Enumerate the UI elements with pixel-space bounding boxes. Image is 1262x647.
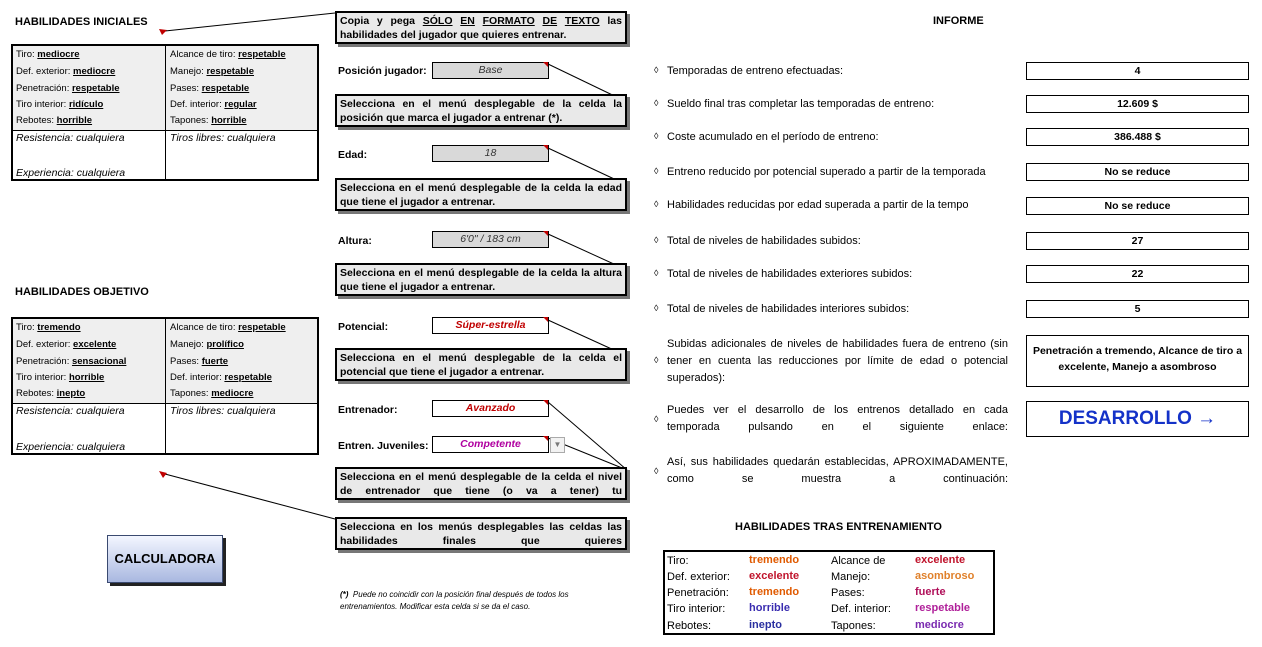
initial-resistencia: Resistencia: cualquiera [16, 132, 125, 144]
objective-right-2[interactable]: Pases: fuerte [170, 356, 229, 367]
chevron-down-icon: ▼ [553, 440, 562, 449]
objective-skills-box[interactable] [11, 317, 319, 455]
youth-coach-select[interactable]: Competente [432, 436, 549, 453]
report-title: INFORME [933, 15, 984, 27]
position-label: Posición jugador: [338, 65, 427, 77]
bullet-icon: ◊ [654, 414, 659, 424]
initial-tiros-libres: Tiros libres: cualquiera [170, 132, 276, 144]
bullet-icon: ◊ [654, 166, 659, 176]
initial-right-4: Tapones: horrible [170, 115, 247, 126]
bullet-icon: ◊ [654, 131, 659, 141]
report-value-extra: Penetración a tremendo, Alcance de tiro a excelente, Manejo a asombroso [1026, 335, 1249, 387]
potential-comment-marker [543, 317, 548, 322]
report-label-result: Así, sus habilidades quedarán establecidas, APROXIMADAMENTE, como se muestra a continuación: [667, 456, 1008, 485]
initial-skills-title: HABILIDADES INICIALES [15, 16, 148, 28]
bullet-icon: ◊ [654, 303, 659, 313]
height-label: Altura: [338, 235, 372, 247]
after-left-value-2: tremendo [749, 586, 800, 598]
bullet-icon: ◊ [654, 466, 659, 476]
initial-right-1: Manejo: respetable [170, 66, 254, 77]
age-label: Edad: [338, 149, 368, 161]
objective-experiencia: Experiencia: cualquiera [16, 441, 126, 453]
report-value-age-reduction: No se reduce [1026, 197, 1249, 215]
initial-left-3: Tiro interior: ridículo [16, 99, 104, 110]
footnote [340, 589, 620, 613]
after-right-value-1: asombroso [915, 570, 975, 582]
age-comment-marker [543, 145, 548, 150]
after-right-label-0: Alcance de [831, 555, 886, 567]
potential-label: Potencial: [338, 321, 389, 333]
potential-select[interactable]: Súper-estrella [432, 317, 549, 334]
after-left-label-1: Def. exterior: [667, 571, 730, 583]
report-label-extra: Subidas adicionales de niveles de habilidades fuera de entreno (sin tener en cuenta las reducciones por límite de edad o potencial superados): [667, 338, 1008, 384]
position-comment-marker [543, 62, 548, 67]
initial-right-2: Pases: respetable [170, 83, 250, 94]
copy-instruction-note: Copia y pega SÓLO EN FORMATO DE TEXTO las habilidades del jugador que quieres entrenar. [335, 11, 627, 44]
report-label-cost: Coste acumulado en el período de entreno: [667, 131, 879, 143]
after-left-label-2: Penetración: [667, 587, 729, 599]
bullet-icon: ◊ [654, 65, 659, 75]
report-label-develop: Puedes ver el desarrollo de los entrenos detallado en cada temporada pulsando en el siguiente enlace: [667, 404, 1008, 433]
objective-tiros-libres: Tiros libres: cualquiera [170, 405, 276, 417]
age-instruction-note: Selecciona en el menú desplegable de la celda la edad que tiene el jugador a entrenar. [335, 178, 627, 211]
initial-left-1: Def. exterior: mediocre [16, 66, 116, 77]
final-instruction-note: Selecciona en los menús desplegables las celdas las habilidades finales que quieres [335, 517, 627, 550]
report-label-interior-levels: Total de niveles de habilidades interiores subidos: [667, 303, 910, 315]
objective-left-2[interactable]: Penetración: sensacional [16, 356, 127, 367]
after-left-label-4: Rebotes: [667, 620, 712, 632]
after-skills-title: HABILIDADES TRAS ENTRENAMIENTO [735, 521, 942, 533]
report-value-total-levels: 27 [1026, 232, 1249, 250]
objective-right-0[interactable]: Alcance de tiro: respetable [170, 322, 286, 333]
calculator-label: CALCULADORA [114, 551, 216, 566]
bullet-icon: ◊ [654, 199, 659, 209]
after-right-label-1: Manejo: [831, 571, 871, 583]
bullet-icon: ◊ [654, 235, 659, 245]
height-instruction-note: Selecciona en el menú desplegable de la celda la altura que tiene el jugador a entrenar. [335, 263, 627, 296]
coach-label: Entrenador: [338, 404, 398, 416]
report-label-total-levels: Total de niveles de habilidades subidos: [667, 235, 861, 247]
after-left-value-3: horrible [749, 602, 790, 614]
objective-resistencia: Resistencia: cualquiera [16, 405, 125, 417]
develop-link[interactable]: DESARROLLO → [1026, 401, 1249, 437]
report-label-age-reduction: Habilidades reducidas por edad superada a partir de la tempo [667, 199, 969, 211]
after-left-label-3: Tiro interior: [667, 603, 726, 615]
initial-experiencia: Experiencia: cualquiera [16, 167, 126, 179]
initial-divider [165, 46, 166, 179]
potential-instruction-note: Selecciona en el menú desplegable de la celda el potencial que tiene el jugador a entrenar. [335, 348, 627, 381]
after-right-value-2: fuerte [915, 586, 946, 598]
report-value-cost: 386.488 $ [1026, 128, 1249, 146]
objective-right-4[interactable]: Tapones: mediocre [170, 388, 254, 399]
after-left-value-4: inepto [749, 619, 782, 631]
objective-left-0[interactable]: Tiro: tremendo [16, 322, 81, 333]
footnote-marker: (*) [340, 590, 349, 599]
after-right-label-3: Def. interior: [831, 603, 891, 615]
initial-right-0: Alcance de tiro: respetable [170, 49, 286, 60]
objective-skills-title: HABILIDADES OBJETIVO [15, 286, 149, 298]
coach-instruction-note: Selecciona en el menú desplegable de la celda el nivel de entrenador que tiene (o va a tener) tu [335, 467, 627, 500]
report-label-seasons: Temporadas de entreno efectuadas: [667, 65, 844, 77]
report-value-potential-reduction: No se reduce [1026, 163, 1249, 181]
objective-left-1[interactable]: Def. exterior: excelente [16, 339, 117, 350]
footnote-text: Puede no coincidir con la posición final después de todos los entrenamientos. Modificar esta celda si se da el caso. [340, 590, 569, 611]
objective-left-3[interactable]: Tiro interior: horrible [16, 372, 105, 383]
youth-dropdown-button[interactable] [550, 437, 565, 453]
report-value-exterior-levels: 22 [1026, 265, 1249, 283]
after-right-value-3: respetable [915, 602, 971, 614]
after-right-value-4: mediocre [915, 619, 964, 631]
bullet-icon: ◊ [654, 355, 659, 365]
coach-comment-marker [543, 400, 548, 405]
objective-divider [165, 319, 166, 453]
initial-right-3: Def. interior: regular [170, 99, 257, 110]
report-label-salary: Sueldo final tras completar las temporadas de entreno: [667, 98, 935, 110]
height-comment-marker [543, 231, 548, 236]
youth-coach-label: Entren. Juveniles: [338, 440, 429, 452]
after-left-label-0: Tiro: [667, 555, 689, 567]
objective-right-1[interactable]: Manejo: prolífico [170, 339, 244, 350]
after-right-label-4: Tapones: [831, 620, 876, 632]
after-skills-box [663, 550, 995, 635]
report-label-potential-reduction: Entreno reducido por potencial superado a partir de la temporada [667, 166, 986, 178]
initial-left-4: Rebotes: horrible [16, 115, 93, 126]
youth-comment-marker [543, 436, 548, 441]
report-value-interior-levels: 5 [1026, 300, 1249, 318]
initial-skills-box[interactable] [11, 44, 319, 181]
after-right-label-2: Pases: [831, 587, 865, 599]
calculator-button[interactable] [107, 535, 223, 583]
after-left-value-0: tremendo [749, 554, 800, 566]
bullet-icon: ◊ [654, 268, 659, 278]
height-select[interactable]: 6'0" / 183 cm [432, 231, 549, 248]
report-value-seasons: 4 [1026, 62, 1249, 80]
objective-right-3[interactable]: Def. interior: respetable [170, 372, 272, 383]
position-instruction-note: Selecciona en el menú desplegable de la celda la posición que marca el jugador a entrenar (*). [335, 94, 627, 127]
after-right-value-0: excelente [915, 554, 966, 566]
after-left-value-1: excelente [749, 570, 800, 582]
age-select[interactable]: 18 [432, 145, 549, 162]
initial-left-2: Penetración: respetable [16, 83, 120, 94]
coach-select[interactable]: Avanzado [432, 400, 549, 417]
objective-left-4[interactable]: Rebotes: inepto [16, 388, 86, 399]
position-select[interactable]: Base [432, 62, 549, 79]
bullet-icon: ◊ [654, 98, 659, 108]
report-value-salary: 12.609 $ [1026, 95, 1249, 113]
initial-left-0: Tiro: mediocre [16, 49, 80, 60]
report-label-exterior-levels: Total de niveles de habilidades exteriores subidos: [667, 268, 913, 280]
